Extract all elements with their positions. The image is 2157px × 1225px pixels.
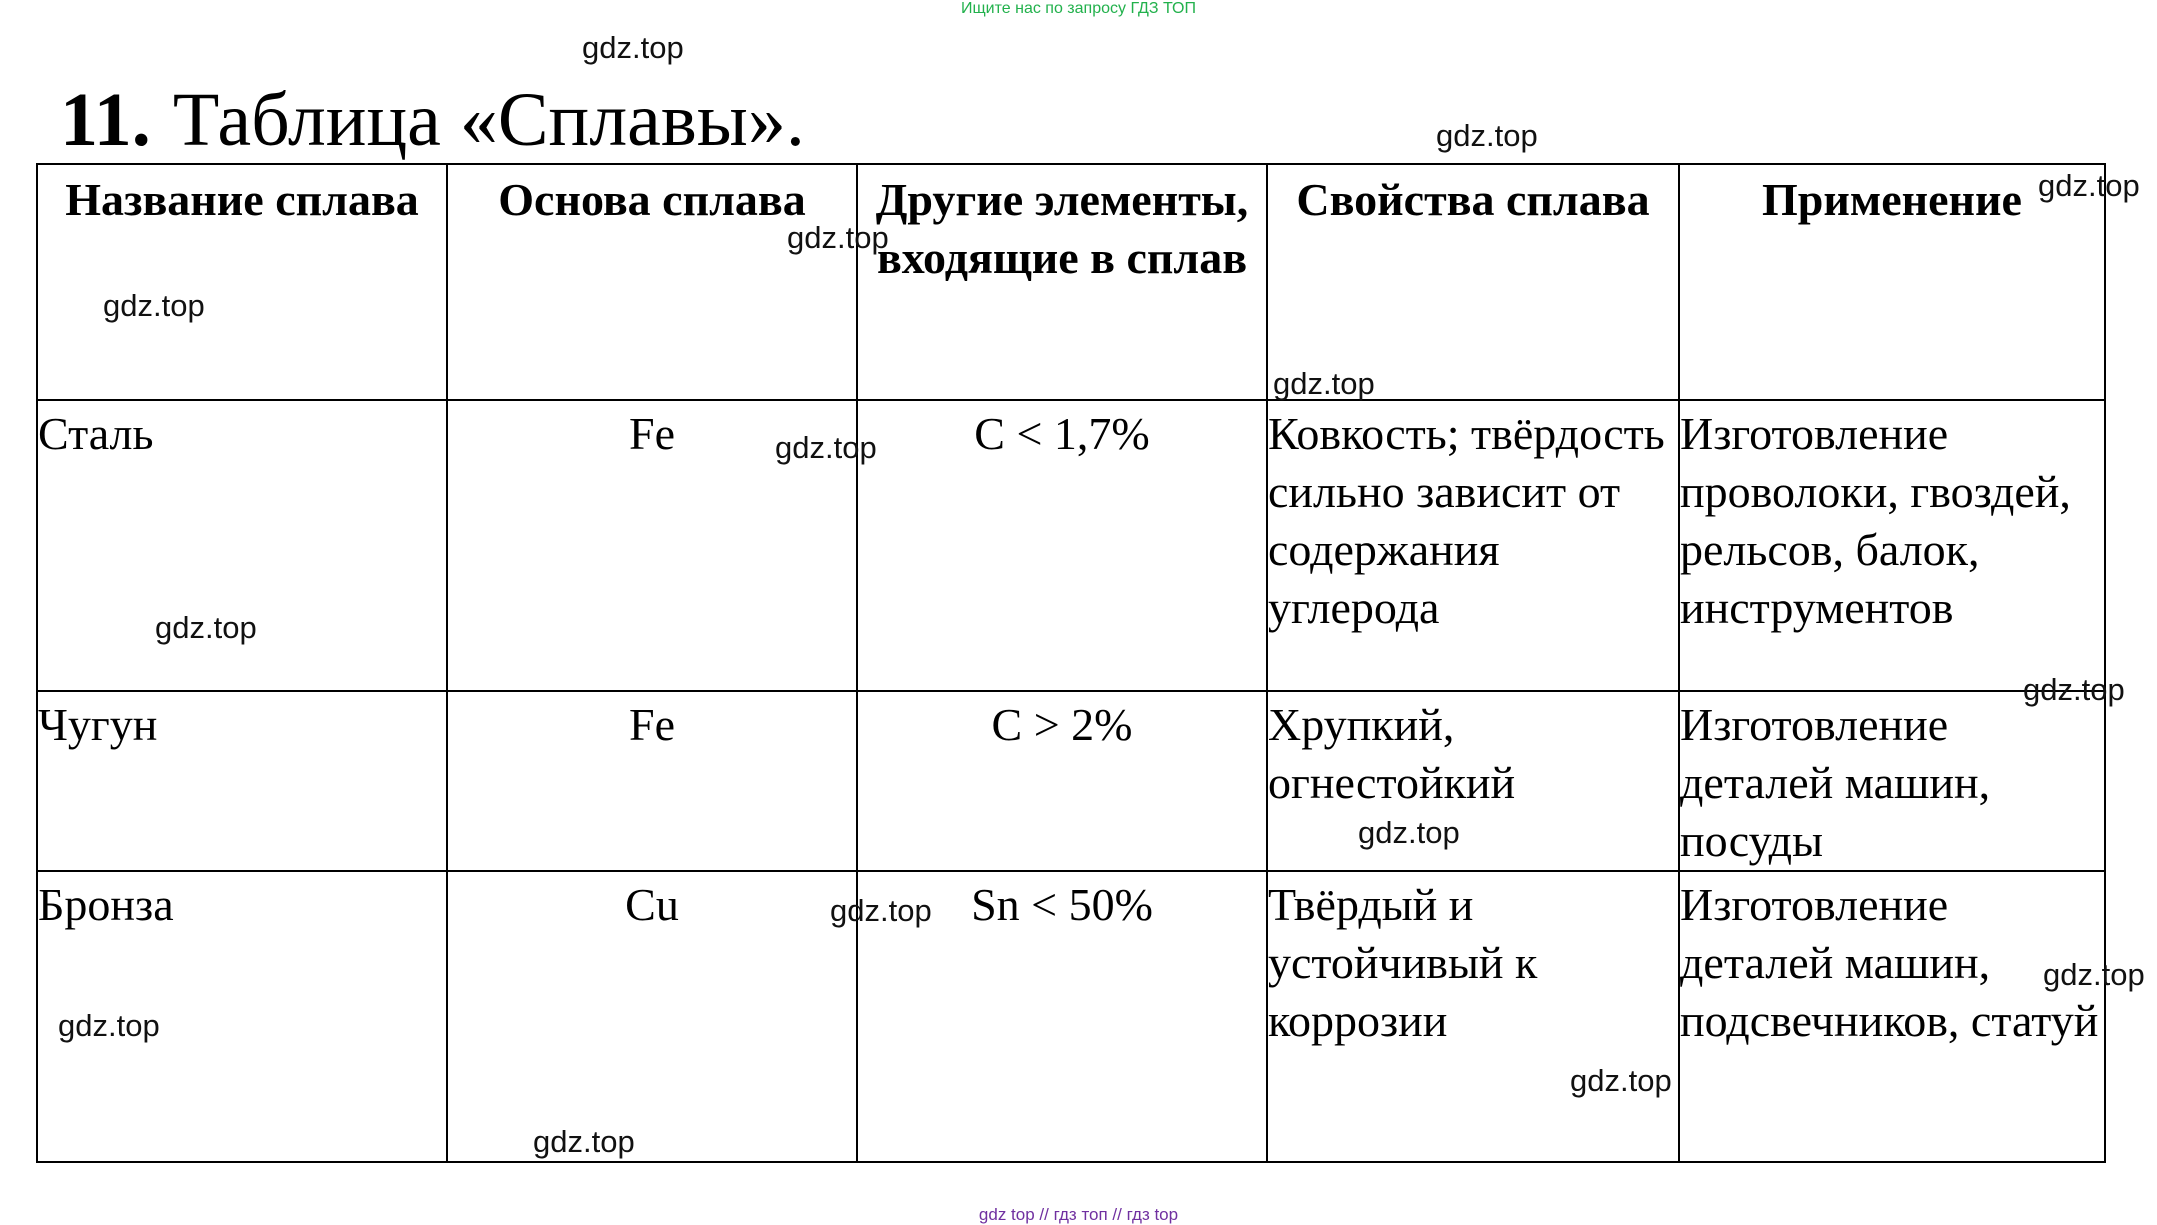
table-cell: Чугун (37, 691, 447, 871)
footer-watermark: gdz top // гдз топ // гдз top (978, 1205, 1179, 1224)
watermark: gdz.top (1570, 1063, 1672, 1098)
header-cell: Другие элементы, входящие в сплав (857, 164, 1267, 400)
header-cell: Основа сплава (447, 164, 857, 400)
watermark: gdz.top (1358, 815, 1460, 850)
watermark: gdz.top (775, 430, 877, 465)
table-cell: Хрупкий, огнестойкий (1267, 691, 1679, 871)
table-cell: Изготовление деталей машин, подсвечников, статуй (1679, 871, 2105, 1162)
table-cell: Твёрдый и устойчивый к коррозии (1267, 871, 1679, 1162)
table-cell: C < 1,7% (857, 400, 1267, 691)
header-cell: Название сплава (37, 164, 447, 400)
table-row (37, 400, 2105, 691)
table-header-row (37, 164, 2105, 400)
table-cell: Fe (447, 691, 857, 871)
watermark: gdz.top (2043, 957, 2145, 992)
search-banner: Ищите нас по запросу ГДЗ ТОП (961, 0, 1196, 17)
table-cell: Бронза (37, 871, 447, 1162)
task-number: 11. (60, 78, 151, 162)
table-row (37, 871, 2105, 1162)
watermark: gdz.top (1436, 118, 1538, 153)
table-cell: Ковкость; твёрдость сильно зависит от содержания углерода (1267, 400, 1679, 691)
watermark: gdz.top (155, 610, 257, 645)
table-cell: Сталь (37, 400, 447, 691)
header-cell: Применение (1679, 164, 2105, 400)
table-cell: Cu (447, 871, 857, 1162)
table-cell: Fe (447, 400, 857, 691)
watermark: gdz.top (830, 893, 932, 928)
table-cell: C > 2% (857, 691, 1267, 871)
watermark: gdz.top (58, 1008, 160, 1043)
watermark: gdz.top (2023, 672, 2125, 707)
watermark: gdz.top (582, 30, 684, 65)
table-cell: Изготовление проволоки, гвоздей, рельсов, балок, инструментов (1679, 400, 2105, 691)
alloys-table (36, 163, 2106, 1163)
title-text: Таблица «Сплавы». (172, 78, 805, 162)
watermark: gdz.top (787, 220, 889, 255)
header-cell: Свойства сплава (1267, 164, 1679, 400)
table-cell: Изготовление деталей машин, посуды (1679, 691, 2105, 871)
table-cell: Sn < 50% (857, 871, 1267, 1162)
watermark: gdz.top (103, 288, 205, 323)
page-title (60, 78, 805, 162)
watermark: gdz.top (533, 1124, 635, 1159)
watermark: gdz.top (2038, 168, 2140, 203)
table-row (37, 691, 2105, 871)
watermark: gdz.top (1273, 366, 1375, 401)
